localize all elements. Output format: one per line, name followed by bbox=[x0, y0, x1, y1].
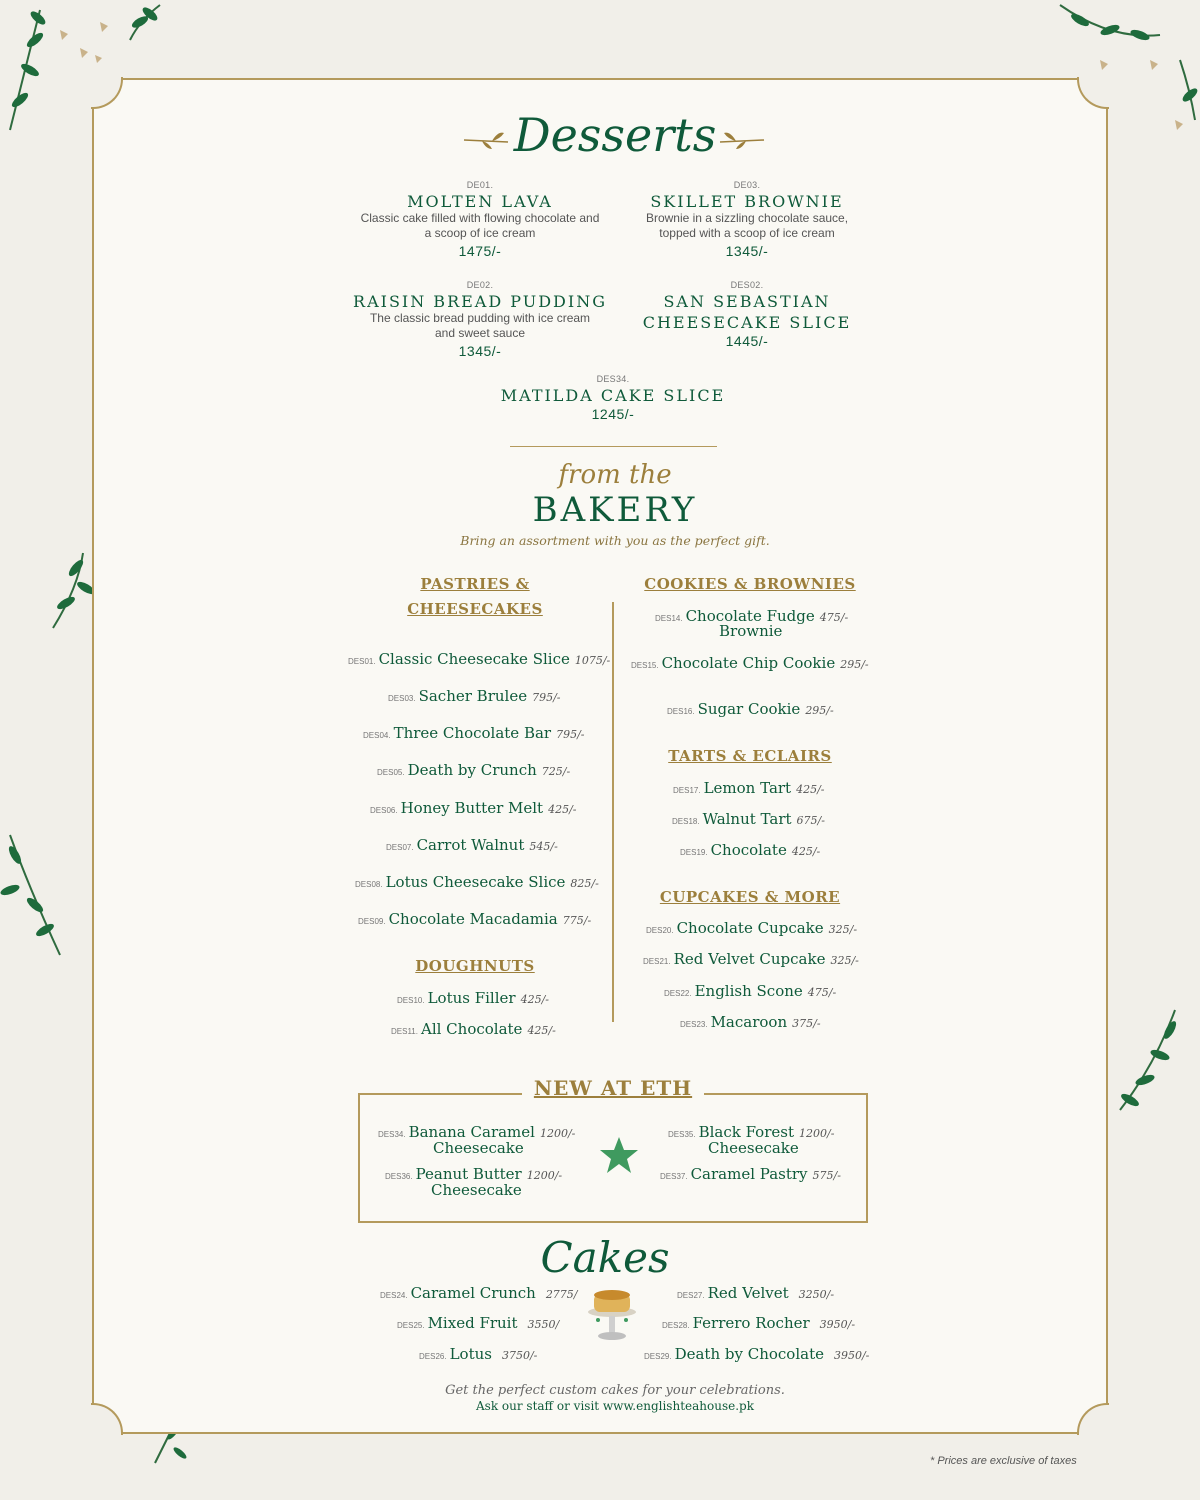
item-price: 2775/ bbox=[545, 1288, 578, 1301]
item-name: Macaroon bbox=[710, 1013, 788, 1031]
item-name: Red Velvet bbox=[707, 1284, 789, 1302]
item-code: DES19. bbox=[680, 848, 708, 857]
item-name: Classic Cheesecake Slice bbox=[378, 650, 570, 668]
item-code: DES28. bbox=[662, 1321, 690, 1330]
list-item bbox=[667, 700, 834, 718]
item-name: Black Forest bbox=[698, 1123, 794, 1141]
list-item bbox=[433, 1139, 524, 1157]
item-code: DES07. bbox=[386, 843, 414, 852]
item-price: 1200/- bbox=[526, 1169, 563, 1182]
list-item bbox=[708, 1139, 799, 1157]
item-name: Cheesecake bbox=[431, 1181, 522, 1199]
list-item bbox=[431, 1181, 522, 1199]
item-code: DES21. bbox=[643, 957, 671, 966]
item-code: DES37. bbox=[660, 1172, 688, 1181]
item-name: Caramel Crunch bbox=[410, 1284, 536, 1302]
item-code: DE03. bbox=[733, 180, 761, 190]
item-price: 1245/- bbox=[591, 406, 635, 422]
item-code: DES09. bbox=[358, 917, 386, 926]
item-description: topped with a scoop of ice cream bbox=[659, 226, 835, 240]
list-item bbox=[419, 1345, 537, 1363]
item-name: SAN SEBASTIAN bbox=[663, 292, 831, 311]
list-item bbox=[391, 1020, 556, 1038]
item-price: 3750/- bbox=[501, 1349, 538, 1362]
list-item bbox=[660, 1165, 841, 1183]
item-name: Cheesecake bbox=[433, 1139, 524, 1157]
new-items-title: NEW AT ETH bbox=[522, 1076, 704, 1100]
item-name: Cheesecake bbox=[708, 1139, 799, 1157]
item-code: DES03. bbox=[388, 694, 416, 703]
list-item bbox=[719, 622, 782, 640]
item-code: DES16. bbox=[667, 707, 695, 716]
item-price: 325/- bbox=[828, 923, 858, 936]
list-item bbox=[363, 724, 585, 742]
item-code: DES17. bbox=[673, 786, 701, 795]
item-name: Chocolate bbox=[710, 841, 787, 859]
item-name: Ferrero Rocher bbox=[692, 1314, 810, 1332]
item-name: Red Velvet Cupcake bbox=[673, 950, 826, 968]
item-name: CHEESECAKE SLICE bbox=[642, 313, 852, 332]
section-heading-pastries: CHEESECAKES bbox=[407, 600, 543, 618]
list-item bbox=[643, 950, 859, 968]
item-name: Sugar Cookie bbox=[697, 700, 801, 718]
dessert-item bbox=[345, 180, 615, 259]
item-price: 475/- bbox=[807, 986, 837, 999]
list-item bbox=[370, 799, 577, 817]
item-description: and sweet sauce bbox=[434, 326, 526, 340]
dessert-item bbox=[478, 374, 748, 422]
cake-stand-icon bbox=[584, 1282, 640, 1350]
item-price: 425/- bbox=[791, 845, 821, 858]
item-name: All Chocolate bbox=[420, 1020, 523, 1038]
item-name: Chocolate Fudge bbox=[685, 607, 815, 625]
item-name: Peanut Butter bbox=[415, 1165, 522, 1183]
item-code: DES24. bbox=[380, 1291, 408, 1300]
item-price: 3950/- bbox=[819, 1318, 856, 1331]
section-heading-doughnuts: DOUGHNUTS bbox=[415, 957, 535, 975]
item-name: Three Chocolate Bar bbox=[393, 724, 552, 742]
item-name: RAISIN BREAD PUDDING bbox=[353, 292, 607, 311]
section-heading-cupcakes: CUPCAKES & MORE bbox=[659, 888, 841, 906]
item-price: 1345/- bbox=[458, 343, 502, 359]
leaf-decoration-icon bbox=[0, 830, 70, 965]
item-code: DES20. bbox=[646, 926, 674, 935]
item-code: DES23. bbox=[680, 1020, 708, 1029]
item-price: 3250/- bbox=[798, 1288, 835, 1301]
item-name: Death by Crunch bbox=[407, 761, 537, 779]
list-item bbox=[388, 687, 561, 705]
item-name: Death by Chocolate bbox=[674, 1345, 824, 1363]
item-code: DES27. bbox=[677, 1291, 705, 1300]
item-price: 775/- bbox=[562, 914, 592, 927]
item-price: 425/- bbox=[520, 993, 549, 1006]
item-name: Brownie bbox=[719, 622, 783, 640]
item-price: 1345/- bbox=[725, 243, 769, 259]
list-item bbox=[677, 1284, 834, 1302]
item-price: 545/- bbox=[529, 840, 558, 853]
list-item bbox=[380, 1284, 578, 1302]
item-name: Carrot Walnut bbox=[416, 836, 525, 854]
item-price: 1200/- bbox=[799, 1127, 835, 1140]
section-heading-tarts: TARTS & ECLAIRS bbox=[668, 747, 832, 765]
leaf-decoration-icon bbox=[1115, 1005, 1185, 1115]
item-name: Caramel Pastry bbox=[690, 1165, 808, 1183]
item-name: SKILLET BROWNIE bbox=[650, 192, 844, 211]
list-item bbox=[386, 836, 558, 854]
item-code: DE01. bbox=[466, 180, 494, 190]
list-item bbox=[377, 761, 570, 779]
item-price: 575/- bbox=[812, 1169, 841, 1182]
item-code: DES11. bbox=[391, 1027, 418, 1036]
item-code: DES29. bbox=[644, 1352, 672, 1361]
list-item bbox=[355, 873, 599, 891]
dessert-item bbox=[612, 280, 882, 349]
star-icon bbox=[598, 1135, 640, 1175]
item-code: DES34. bbox=[378, 1130, 406, 1139]
list-item bbox=[397, 989, 549, 1007]
item-name: Chocolate Cupcake bbox=[676, 919, 824, 937]
list-item bbox=[397, 1314, 559, 1332]
item-description: Brownie in a sizzling chocolate sauce, bbox=[645, 211, 849, 225]
item-price: 1075/- bbox=[574, 654, 611, 667]
desserts-title: Desserts bbox=[513, 108, 717, 162]
item-price: 325/- bbox=[830, 954, 859, 967]
item-price: 425/- bbox=[527, 1024, 556, 1037]
list-item bbox=[348, 650, 610, 668]
item-code: DES06. bbox=[370, 806, 398, 815]
item-name: Lemon Tart bbox=[703, 779, 792, 797]
item-name: Banana Caramel bbox=[408, 1123, 535, 1141]
list-item bbox=[680, 841, 820, 859]
custom-cakes-note: Get the perfect custom cakes for your celebrations. bbox=[445, 1383, 785, 1398]
item-price: 1475/- bbox=[458, 243, 502, 259]
item-price: 375/- bbox=[792, 1017, 821, 1030]
item-code: DES35. bbox=[668, 1130, 696, 1139]
list-item bbox=[358, 910, 591, 928]
list-item bbox=[680, 1013, 821, 1031]
item-code: DE02. bbox=[466, 280, 494, 290]
list-item bbox=[631, 654, 869, 672]
bakery-pretitle: from the bbox=[558, 460, 672, 490]
item-description: a scoop of ice cream bbox=[424, 226, 536, 240]
item-code: DES18. bbox=[672, 817, 700, 826]
item-name: Lotus Filler bbox=[427, 989, 516, 1007]
item-price: 475/- bbox=[819, 611, 849, 624]
item-price: 795/- bbox=[532, 691, 561, 704]
item-code: DES25. bbox=[397, 1321, 425, 1330]
section-heading-cookies: COOKIES & BROWNIES bbox=[644, 575, 856, 593]
item-price: 425/- bbox=[548, 803, 577, 816]
item-code: DES02. bbox=[730, 280, 764, 290]
cakes-title: Cakes bbox=[540, 1233, 670, 1282]
item-code: DES04. bbox=[363, 731, 391, 740]
item-price: 295/- bbox=[805, 704, 834, 717]
bakery-subtitle: Bring an assortment with you as the perfect gift. bbox=[460, 533, 770, 548]
item-code: DES15. bbox=[631, 661, 659, 670]
item-description: Classic cake filled with flowing chocolate and bbox=[360, 211, 600, 225]
item-code: DES08. bbox=[355, 880, 383, 889]
list-item bbox=[644, 1345, 869, 1363]
item-name: Lotus Cheesecake Slice bbox=[385, 873, 566, 891]
item-name: Lotus bbox=[449, 1345, 492, 1363]
list-item bbox=[673, 779, 825, 797]
item-name: Mixed Fruit bbox=[427, 1314, 518, 1332]
item-price: 295/- bbox=[840, 658, 869, 671]
item-price: 3950/- bbox=[833, 1349, 870, 1362]
item-name: English Scone bbox=[694, 982, 803, 1000]
item-code: DES34. bbox=[596, 374, 630, 384]
item-price: 725/- bbox=[541, 765, 571, 778]
item-name: Chocolate Macadamia bbox=[388, 910, 558, 928]
dessert-item bbox=[612, 180, 882, 259]
item-price: 1200/- bbox=[539, 1127, 576, 1140]
item-code: DES01. bbox=[348, 657, 376, 666]
item-price: 1445/- bbox=[725, 333, 769, 349]
taxes-note: * Prices are exclusive of taxes bbox=[930, 1455, 1077, 1467]
item-name: Chocolate Chip Cookie bbox=[661, 654, 836, 672]
item-code: DES22. bbox=[664, 989, 692, 998]
item-code: DES26. bbox=[419, 1352, 447, 1361]
item-name: MATILDA CAKE SLICE bbox=[500, 386, 726, 405]
section-heading-pastries: PASTRIES & bbox=[420, 575, 530, 593]
item-price: 795/- bbox=[556, 728, 585, 741]
list-item bbox=[662, 1314, 855, 1332]
item-code: DES10. bbox=[397, 996, 425, 1005]
item-price: 425/- bbox=[796, 783, 825, 796]
item-price: 825/- bbox=[570, 877, 599, 890]
column-divider bbox=[612, 602, 614, 1022]
item-code: DES36. bbox=[385, 1172, 413, 1181]
item-name: Honey Butter Melt bbox=[400, 799, 544, 817]
item-code: DES14. bbox=[655, 614, 683, 623]
bakery-title: BAKERY bbox=[532, 490, 698, 530]
item-code: DES05. bbox=[377, 768, 405, 777]
item-name: Sacher Brulee bbox=[418, 687, 528, 705]
item-price: 3550/ bbox=[527, 1318, 560, 1331]
dessert-item bbox=[345, 280, 615, 359]
list-item bbox=[664, 982, 836, 1000]
list-item bbox=[672, 810, 825, 828]
item-price: 675/- bbox=[796, 814, 825, 827]
section-divider bbox=[510, 446, 717, 447]
website-note: Ask our staff or visit www.englishteahouse.pk bbox=[476, 1399, 754, 1413]
item-name: MOLTEN LAVA bbox=[407, 192, 553, 211]
item-name: Walnut Tart bbox=[702, 810, 792, 828]
list-item bbox=[646, 919, 857, 937]
item-description: The classic bread pudding with ice cream bbox=[369, 311, 591, 325]
